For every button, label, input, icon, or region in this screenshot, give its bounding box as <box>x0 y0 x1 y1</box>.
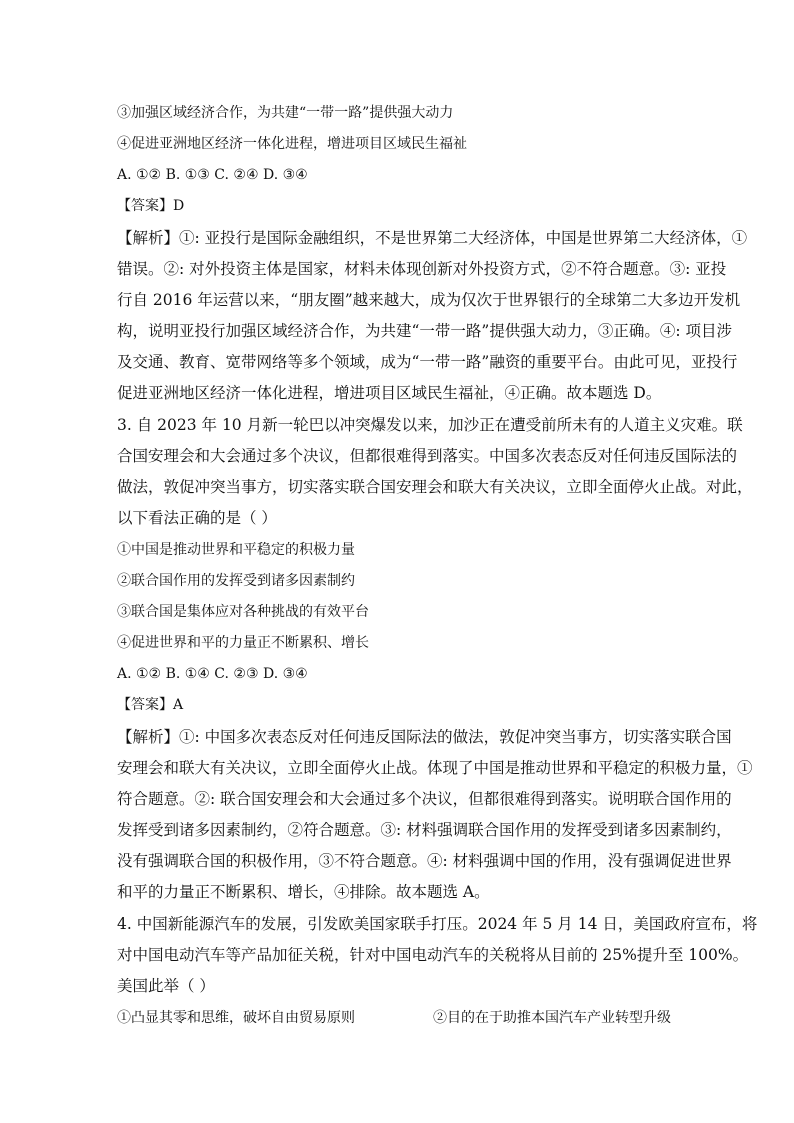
q2-analysis-line: 【解析】①: 亚投行是国际金融组织，不是世界第二大经济体，中国是世界第二大经济体，① <box>117 229 748 247</box>
q3-analysis-line: 【解析】①: 中国多次表态反对任何违反国际法的做法，敦促冲突当事方，切实落实联合国 <box>117 728 732 746</box>
q3-choices: A. ①② B. ①④ C. ②③ D. ③④ <box>117 666 308 682</box>
q2-analysis-line: 构，说明亚投行加强区域经济合作，为共建“一带一路”提供强大动力，③正确。④: 项目涉 <box>117 322 733 340</box>
q2-choices: A. ①② B. ①③ C. ②④ D. ③④ <box>117 167 308 183</box>
q3-analysis-line: 发挥受到诸多因素制约，②符合题意。③: 材料强调联合国作用的发挥受到诸多因素制约， <box>117 821 732 839</box>
q4-option-1: ①凸显其零和思维，破坏自由贸易原则 <box>117 1010 355 1026</box>
q3-stem-line: 做法，敦促冲突当事方，切实落实联合国安理会和联大有关决议，立即全面停火止战。对此， <box>117 478 753 496</box>
q2-answer: 【答案】D <box>117 198 185 214</box>
q4-stem-line: 4. 中国新能源汽车的发展，引发欧美国家联手打压。2024 年 5 月 14 日，美国政府宣布，将 <box>117 915 758 933</box>
q3-analysis-line: 符合题意。②: 联合国安理会和大会通过多个决议，但都很难得到落实。说明联合国作用的 <box>117 790 732 808</box>
q3-analysis-line: 安理会和联大有关决议，立即全面停火止战。体现了中国是推动世界和平稳定的积极力量，① <box>117 759 753 777</box>
q3-analysis-line: 没有强调联合国的积极作用，③不符合题意。④: 材料强调中国的作用，没有强调促进世界 <box>117 852 732 870</box>
q2-option-3: ③加强区域经济合作，为共建“一带一路”提供强大动力 <box>117 105 454 121</box>
q3-stem-line: 合国安理会和大会通过多个决议，但都很难得到落实。中国多次表态反对任何违反国际法的 <box>117 447 738 465</box>
q3-option: ④促进世界和平的力量正不断累积、增长 <box>117 635 369 651</box>
q3-stem-line: 3. 自 2023 年 10 月新一轮巴以冲突爆发以来，加沙正在遭受前所未有的人道主义灾难。联 <box>117 416 743 434</box>
q4-option-2: ②目的在于助推本国汽车产业转型升级 <box>433 1010 671 1026</box>
q4-stem-line: 美国此举（ ） <box>117 977 215 995</box>
q2-analysis-line: 行自 2016 年运营以来，“朋友圈”越来越大，成为仅次于世界银行的全球第二大多边开发机 <box>117 291 741 309</box>
q2-analysis-line: 错误。②: 对外投资主体是国家，材料未体现创新对外投资方式，②不符合题意。③: 亚投 <box>117 260 727 278</box>
q3-option: ②联合国作用的发挥受到诸多因素制约 <box>117 573 355 589</box>
q4-stem-line: 对中国电动汽车等产品加征关税，针对中国电动汽车的关税将从目前的 25%提升至 100%。 <box>117 946 749 964</box>
q3-stem-line: 以下看法正确的是（ ） <box>117 509 277 527</box>
q3-analysis-line: 和平的力量正不断累积、增长，④排除。故本题选 A。 <box>117 883 490 901</box>
q2-option-4: ④促进亚洲地区经济一体化进程，增进项目区域民生福祉 <box>117 136 467 152</box>
q3-option: ①中国是推动世界和平稳定的积极力量 <box>117 542 355 558</box>
q2-analysis-line: 及交通、教育、宽带网络等多个领域，成为“一带一路”融资的重要平台。由此可见，亚投行 <box>117 353 738 371</box>
q3-option: ③联合国是集体应对各种挑战的有效平台 <box>117 604 369 620</box>
q3-answer: 【答案】A <box>117 697 184 713</box>
q2-analysis-line: 促进亚洲地区经济一体化进程，增进项目区域民生福祉，④正确。故本题选 D。 <box>117 384 662 402</box>
